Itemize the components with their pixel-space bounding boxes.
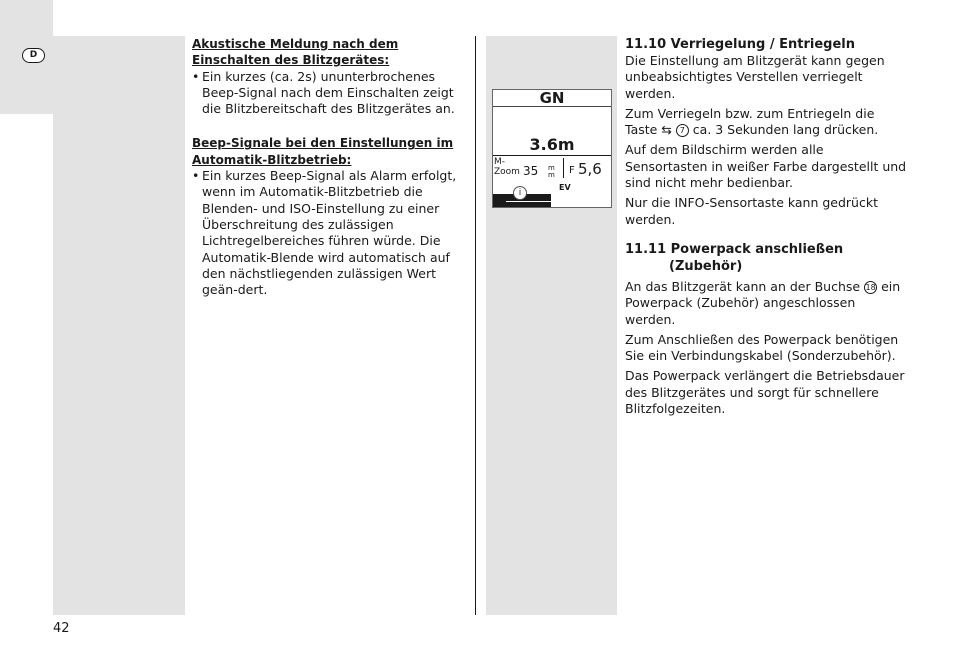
left-gray-column: [53, 36, 185, 615]
bullet-dot: •: [192, 68, 200, 84]
language-badge: D: [22, 48, 45, 63]
bullet-dot: •: [192, 168, 200, 184]
bullet-alarm-beep: [192, 168, 467, 298]
section-1110-title: 11.10 Verriegelung / Entriegeln: [625, 37, 855, 52]
gn-label: GN: [493, 90, 611, 107]
section-1111-title: 11.11 Powerpack anschließen: [625, 241, 844, 257]
zoom-aperture-row: [493, 156, 611, 181]
zoom-unit: m m: [548, 164, 555, 179]
section-1110-paragraph: Die Einstellung am Blitzgerät kann gegen unbeabsichtigtes Verstellen verriegelt werden.: [625, 53, 885, 101]
zoom-value: 35: [523, 164, 539, 178]
bullet-ready-beep: [192, 69, 467, 118]
aperture-label: F: [569, 165, 575, 176]
flash-display-illustration: [492, 89, 612, 208]
section-1110-paragraph: Zum Verriegeln bzw. zum Entriegeln die Taste ⇆ 7 ca. 3 Sekunden lang drücken.: [625, 105, 879, 138]
info-icon: i: [513, 186, 527, 200]
zoom-separator: [563, 158, 564, 178]
ev-label: EV: [559, 183, 571, 192]
heading-acoustic-signal: Akustische Meldung nach dem Einschalten des Blitzgerätes:: [192, 37, 399, 68]
column-divider: [475, 36, 476, 615]
section-1110-paragraph: Nur die INFO-Sensortaste kann gedrückt werden.: [625, 195, 878, 227]
bullet-text: Ein kurzes (ca. 2s) ununterbrochenes Beep-Signal nach dem Einschalten zeigt die Blitzbereitschaft des Blitzgerätes an.: [202, 68, 455, 117]
aperture-value: 5,6: [578, 160, 602, 178]
info-underline: [506, 201, 551, 202]
lock-powerpack-column: [625, 36, 907, 417]
section-1111-paragraph: An das Blitzgerät kann an der Buchse 18 ein Powerpack (Zubehör) angeschlossen werden.: [625, 278, 901, 327]
zoom-label: M- Zoom: [494, 157, 520, 177]
page-number: 42: [53, 621, 70, 636]
bullet-text: Ein kurzes Beep-Signal als Alarm erfolgt, wenn im Automatik-Blitzbetrieb die Blenden- und ISO-Einstellung zu einer Überschreitung des zulässigen Lichtregelbereiches führen würde. Die Automatik-Blende wird automatisch auf den nächstliegenden zulässigen Wert geän-dert.: [202, 168, 457, 298]
beep-signals-column: [192, 36, 467, 298]
section-1110-paragraph: Auf dem Bildschirm werden alle Sensortasten in weißer Farbe dargestellt und sind nicht mehr bedienbar.: [625, 142, 907, 191]
margin-area: [0, 114, 53, 660]
section-1111-paragraph: Das Powerpack verlängert die Betriebsdauer des Blitzgerätes und sorgt für schnellere Blitzfolgezeiten.: [625, 368, 905, 417]
callout-number: 7: [676, 124, 689, 137]
section-1111-subtitle: (Zubehör): [669, 258, 743, 274]
distance-value: 3.6m: [493, 135, 611, 156]
heading-auto-flash-beep: Beep-Signale bei den Einstellungen im Automatik-Blitzbetrieb:: [192, 136, 454, 167]
callout-number: 18: [865, 282, 876, 292]
lock-key-icon: ⇆: [661, 122, 672, 138]
section-1111-paragraph: Zum Anschließen des Powerpack benötigen Sie ein Verbindungskabel (Sonderzubehör).: [625, 331, 899, 364]
